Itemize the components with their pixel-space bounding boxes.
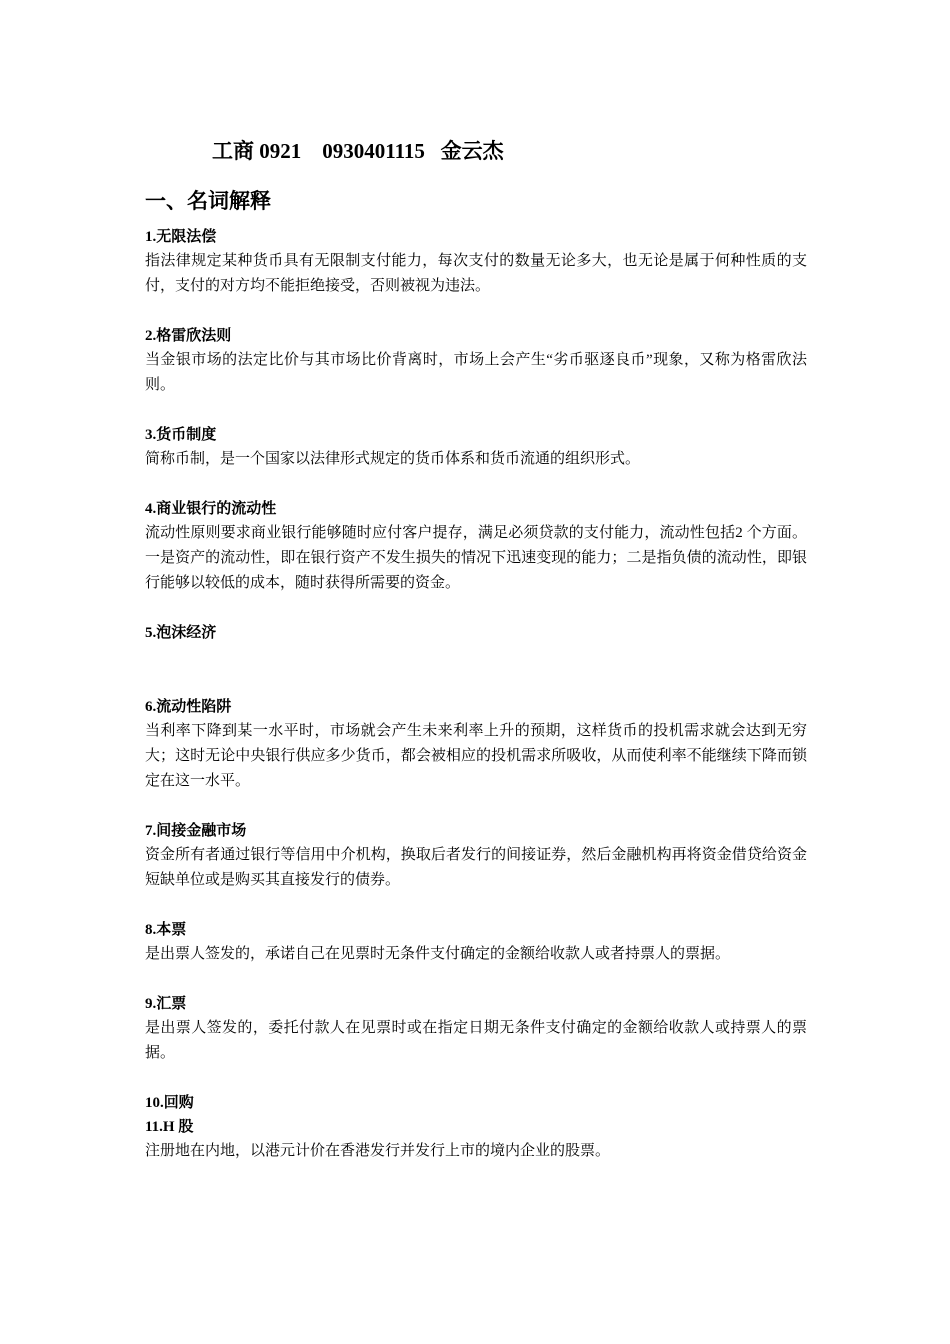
- term-item: [145, 1091, 807, 1115]
- term-definition: 注册地在内地，以港元计价在香港发行并发行上市的境内企业的股票。: [145, 1143, 611, 1159]
- term-definition: 是出票人签发的，委托付款人在见票时或在指定日期无条件支付确定的金额给收款人或持票人的票据。: [145, 1020, 807, 1061]
- term-title: 10.回购: [145, 1095, 194, 1111]
- section-heading: 一、名词解释: [145, 189, 271, 213]
- term-definition: 当金银市场的法定比价与其市场比价背离时，市场上会产生“劣币驱逐良币”现象，又称为格雷欣法则。: [145, 352, 807, 393]
- term-item: [145, 225, 807, 299]
- document-header: 工商 0921 0930401115 金云杰: [212, 139, 504, 163]
- term-title: 11.H 股: [145, 1119, 194, 1135]
- term-title: 8.本票: [145, 922, 187, 938]
- term-definition: 是出票人签发的，承诺自己在见票时无条件支付确定的金额给收款人或者持票人的票据。: [145, 946, 731, 962]
- term-title: 2.格雷欣法则: [145, 328, 232, 344]
- term-item: [145, 695, 807, 794]
- term-title: 6.流动性陷阱: [145, 699, 232, 715]
- term-item: [145, 324, 807, 398]
- term-definition: 指法律规定某种货币具有无限制支付能力，每次支付的数量无论多大，也无论是属于何种性质的支付，支付的对方均不能拒绝接受，否则被视为违法。: [145, 253, 807, 294]
- term-definition: 流动性原则要求商业银行能够随时应付客户提存，满足必须贷款的支付能力，流动性包括2 个方面。一是资产的流动性，即在银行资产不发生损失的情况下迅速变现的能力；二是指负债的流动性，即银行能够以较低的成本，随时获得所需要的资金。: [145, 525, 807, 591]
- term-item: [145, 621, 807, 645]
- term-definition: 当利率下降到某一水平时，市场就会产生未来利率上升的预期，这样货币的投机需求就会达到无穷大；这时无论中央银行供应多少货币，都会被相应的投机需求所吸收，从而使利率不能继续下降而锁定在这一水平。: [145, 723, 807, 789]
- term-item: [145, 992, 807, 1066]
- term-title: 4.商业银行的流动性: [145, 501, 277, 517]
- term-title: 9.汇票: [145, 996, 187, 1012]
- term-item: [145, 423, 807, 472]
- term-item: [145, 1115, 807, 1164]
- term-item: [145, 497, 807, 596]
- term-title: 1.无限法偿: [145, 229, 217, 245]
- term-list: [145, 225, 807, 1164]
- term-title: 7.间接金融市场: [145, 823, 247, 839]
- term-item: [145, 819, 807, 893]
- term-title: 3.货币制度: [145, 427, 217, 443]
- term-item: [145, 918, 807, 967]
- term-title: 5.泡沫经济: [145, 625, 217, 641]
- term-definition: 简称币制，是一个国家以法律形式规定的货币体系和货币流通的组织形式。: [145, 451, 641, 467]
- term-definition: 资金所有者通过银行等信用中介机构，换取后者发行的间接证券，然后金融机构再将资金借贷给资金短缺单位或是购买其直接发行的债券。: [145, 847, 807, 888]
